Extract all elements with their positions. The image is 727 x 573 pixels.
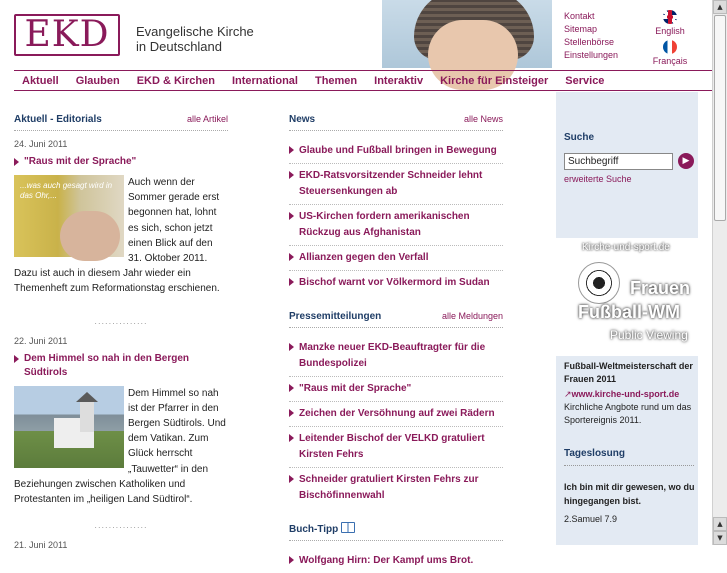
article-date: 22. Juni 2011 [14,335,68,346]
article-text: Auch wenn der Sommer gerade erst begonnen hat, lohnt es sich, schon jetzt einen Blick auf den 31. Oktober 2011. Dazu ist auch in diesem Jahr wieder ein Themenheft zum Reformationstag erschienen. [14,177,220,295]
language-french-label: Français [652,56,688,66]
nav-glauben[interactable]: Glauben [75,74,120,87]
press-link[interactable]: Schneider gratuliert Kirsten Fehrs zur Bischöfinnenwahl [289,472,503,504]
tower-shape [80,400,94,432]
nav-ekd-kirchen[interactable]: EKD & Kirchen [136,74,215,87]
contact-link[interactable]: Kontakt [564,11,595,21]
list-item [289,164,503,205]
scroll-up-button-lower[interactable]: ▲ [713,517,727,531]
press-link[interactable]: Zeichen der Versöhnung auf zwei Rädern [289,406,503,422]
promo-text [564,360,694,427]
article-date: 21. Juni 2011 [14,540,68,551]
news-title: News [289,114,316,125]
editorials-header [14,114,228,131]
book-link[interactable]: Wolfgang Hirn: Der Kampf ums Brot. [289,553,503,569]
nav-kirche-fuer-einsteiger[interactable]: Kirche für Einsteiger [440,74,549,87]
nav-aktuell[interactable]: Aktuell [22,74,59,87]
news-link[interactable]: EKD-Ratsvorsitzender Schneider lehnt Steuersenkungen ab [289,168,503,200]
nav-themen[interactable]: Themen [314,74,358,87]
sitemap-link[interactable]: Sitemap [564,24,598,34]
org-name-line2: in Deutschland [136,39,222,54]
promo-link[interactable]: www.kirche-und-sport.de [571,389,680,399]
language-english[interactable] [648,10,692,36]
face-shape [60,211,120,261]
list-item [289,205,503,246]
language-french[interactable] [648,40,692,66]
settings-link[interactable]: Einstellungen [564,50,619,60]
tageslosung-verse: Ich bin mit dir gewesen, wo du hingegangen bist. [564,482,695,506]
book-icon [341,522,355,533]
scroll-down-button[interactable]: ▼ [713,531,727,545]
news-list [289,139,503,295]
language-english-label: English [655,26,685,36]
promo-line1: Frauen [630,278,691,298]
roof-shape [76,392,98,402]
press-header [289,311,503,328]
article-1 [14,139,228,297]
book-tip-list [289,549,503,573]
logo-text: EKD [24,14,110,55]
press-link[interactable]: Leitender Bischof der VELKD gratuliert Kirsten Fehrs [289,431,503,463]
france-flag-icon [663,40,677,54]
search-title: Suche [564,132,595,143]
list-item [289,468,503,508]
list-item [289,549,503,573]
separator: ............... [94,316,148,326]
scrollbar[interactable] [712,0,727,545]
tageslosung-title: Tageslosung [564,448,694,466]
news-column [289,114,503,573]
editorials-title: Aktuell - Editorials [14,114,102,125]
press-title: Pressemitteilungen [289,311,382,322]
language-switcher [648,10,692,66]
separator: ............... [94,521,148,531]
nav-service[interactable]: Service [565,74,605,87]
nav-international[interactable]: International [231,74,298,87]
list-item [289,336,503,377]
link-arrow-icon: ↗ [564,389,572,399]
org-name-line1: Evangelische Kirche [136,24,254,39]
header-photo [382,0,552,68]
list-item [289,402,503,427]
advanced-search-link[interactable]: erweiterte Suche [564,174,632,184]
organization-name [136,24,254,54]
ekd-logo[interactable] [14,14,120,56]
all-articles-link[interactable]: alle Artikel [186,114,228,124]
editorials-column [14,114,228,556]
promo-description: Kirchliche Angbote rund um das Sportereignis 2011. [564,402,692,425]
book-tip-header [289,522,503,541]
article-2 [14,336,228,508]
list-item [289,377,503,402]
article-body [14,386,228,508]
main-navigation [14,70,712,91]
article-date: 24. Juni 2011 [14,139,68,149]
promo-caption: Fußball-Weltmeisterschaft der Frauen 2011 [564,361,693,384]
all-press-link[interactable]: alle Meldungen [441,311,503,321]
uk-flag-icon [663,10,677,24]
search-go-button[interactable]: ▶ [678,153,694,169]
promo-url: Kirche-und-sport.de [582,242,670,253]
utility-links [564,10,618,62]
article-image[interactable] [14,175,124,257]
press-list [289,336,503,508]
news-link[interactable]: Glaube und Fußball bringen in Bewegung [289,143,503,159]
scroll-thumb[interactable] [714,15,726,221]
soccer-ball-icon [578,262,620,304]
all-news-link[interactable]: alle News [463,114,503,124]
promo-banner[interactable] [556,238,698,356]
sidebar [556,92,698,545]
article-title-link[interactable]: "Raus mit der Sprache" [14,155,228,169]
article-image[interactable] [14,386,124,468]
list-item [289,139,503,164]
article-text: Dem Himmel so nah ist der Pfarrer in den Bergen Südtirols. Und dem Vatikan. Zum Glück herrscht „Tauwetter“ in den Beziehungen zwischen Katholiken und Protestanten im „heiligen Land Südtirol“. [14,387,226,506]
image-caption: ...was auch gesagt wird in das Ohr,... [20,181,113,200]
header [0,0,712,68]
list-item [289,271,503,295]
list-item [289,246,503,271]
search-input[interactable] [564,153,673,170]
press-link[interactable]: Manzke neuer EKD-Beauftragter für die Bundespolizei [289,340,503,372]
tageslosung-ref: 2.Samuel 7.9 [564,514,618,524]
article-body [14,175,228,297]
promo-line3: Public Viewing [610,328,688,342]
article-title-link[interactable]: Dem Himmel so nah in den Bergen Südtirols [14,352,228,380]
jobs-link[interactable]: Stellenbörse [564,37,615,47]
news-header [289,114,503,131]
scroll-up-button[interactable]: ▲ [713,0,727,14]
news-link[interactable]: Allianzen gegen den Verfall [289,250,503,266]
list-item [289,427,503,468]
news-link[interactable]: US-Kirchen fordern amerikanischen Rückzug aus Afghanistan [289,209,503,241]
press-link[interactable]: "Raus mit der Sprache" [289,381,503,397]
tageslosung-text [564,480,696,526]
news-link[interactable]: Bischof warnt vor Völkermord im Sudan [289,275,503,291]
nav-interaktiv[interactable]: Interaktiv [374,74,424,87]
promo-line2: Fußball-WM [578,302,680,322]
book-tip-title: Buch-Tipp [289,522,355,535]
